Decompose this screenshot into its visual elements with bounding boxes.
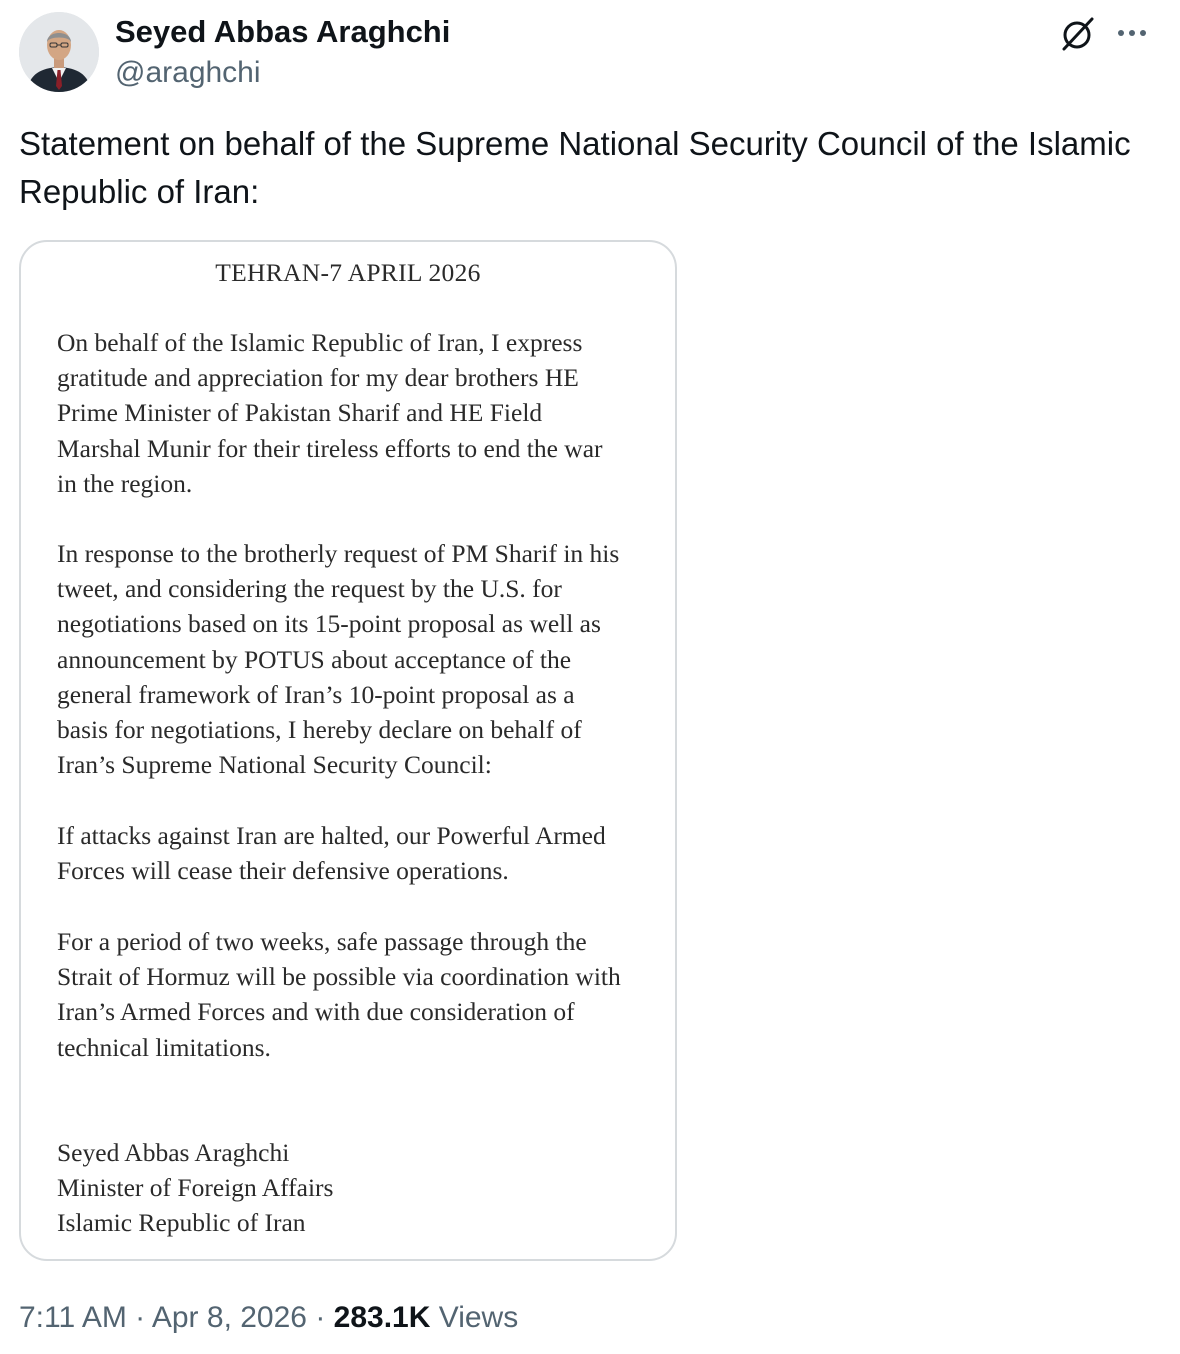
avatar-image <box>19 12 99 92</box>
document-paragraph: For a period of two weeks, safe passage through the Strait of Hormuz will be possible via coordination with Iran’s Armed Forces and with due consideration of technical limitations. <box>57 927 621 1062</box>
tweet-meta <box>19 1298 518 1338</box>
avatar[interactable] <box>19 12 99 92</box>
statement-image[interactable] <box>19 240 677 1261</box>
views-label: Views <box>430 1301 519 1334</box>
meta-separator: · <box>306 1301 334 1334</box>
tweet-text: Statement on behalf of the Supreme National Security Council of the Islamic Republic of Iran: <box>19 125 1131 210</box>
grok-icon[interactable] <box>1058 14 1098 54</box>
tweet-date[interactable]: Apr 8, 2026 <box>151 1301 307 1334</box>
meta-separator: · <box>126 1301 152 1334</box>
document-signature: Seyed Abbas Araghchi Minister of Foreign Affairs Islamic Republic of Iran <box>57 1138 334 1238</box>
document-paragraph: In response to the brotherly request of PM Sharif in his tweet, and considering the request by the U.S. for negotiations based on its 15-point proposal as well as announcement by POTUS about acceptance of the general framework of Iran’s 10-point proposal as a basis for negotiations, I hereby declare on behalf of Iran’s Supreme National Security Council: <box>57 539 620 780</box>
author-display-name[interactable]: Seyed Abbas Araghchi <box>115 14 451 49</box>
document-heading: TEHRAN-7 APRIL 2026 <box>215 258 481 287</box>
more-icon[interactable] <box>1113 18 1153 48</box>
author-handle[interactable]: @araghchi <box>115 56 261 89</box>
tweet-time[interactable]: 7:11 AM <box>19 1301 127 1334</box>
document-paragraph: If attacks against Iran are halted, our Powerful Armed Forces will cease their defensive operations. <box>57 821 606 886</box>
views-count[interactable]: 283.1K <box>333 1301 431 1334</box>
document-paragraph: On behalf of the Islamic Republic of Iran, I express gratitude and appreciation for my dear brothers HE Prime Minister of Pakistan Sharif and HE Field Marshal Munir for their tireless efforts to end the war in the region. <box>57 328 603 498</box>
